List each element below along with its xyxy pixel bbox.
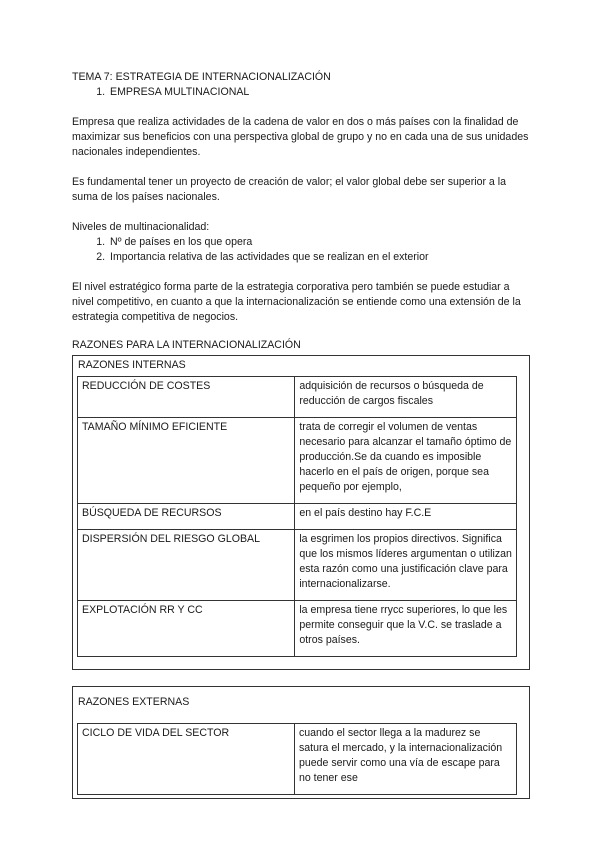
reason-value: adquisición de recursos o búsqueda de reducción de cargos fiscales: [295, 377, 517, 418]
reason-value: la empresa tiene rrycc superiores, lo que les permite conseguir que la V.C. se traslade a otros países.: [295, 601, 517, 657]
internal-reasons-title: RAZONES INTERNAS: [78, 359, 186, 371]
internal-reasons-box: [72, 355, 530, 670]
document-title: TEMA 7: ESTRATEGIA DE INTERNACIONALIZACIÓN: [72, 71, 331, 83]
reason-key: DISPERSIÓN DEL RIESGO GLOBAL: [78, 530, 295, 601]
reason-key: BÚSQUEDA DE RECURSOS: [78, 504, 295, 530]
table-row: [78, 530, 517, 601]
table-row: [78, 724, 517, 795]
reason-value: trata de corregir el volumen de ventas necesario para alcanzar el tamaño óptimo de producción.Se da cuando es imposible hacerlo en el país de origen, porque sea pequeño por ejemplo,: [295, 418, 517, 504]
levels-item: 1. Nº de países en los que opera: [108, 235, 530, 250]
document-page: [72, 70, 530, 815]
definition-paragraph: Empresa que realiza actividades de la cadena de valor en dos o más países con la finalidad de maximizar sus beneficios con una perspectiva global de grupo y no en cada una de sus unidades nacionales independientes.: [72, 116, 529, 158]
reason-value: cuando el sector llega a la madurez se satura el mercado, y la internacionalización puede servir como una vía de escape para no tener ese: [294, 724, 516, 795]
reason-key: CICLO DE VIDA DEL SECTOR: [78, 724, 295, 795]
strategic-paragraph: El nivel estratégico forma parte de la estrategia corporativa pero también se puede estudiar a nivel competitivo, en cuanto a que la internacionalización se entiende como una extensión de la estrategia competitiva de negocios.: [72, 281, 521, 323]
external-reasons-box: [72, 686, 530, 799]
levels-list: [72, 235, 530, 265]
table-row: [78, 504, 517, 530]
reason-value: la esgrimen los propios directivos. Significa que los mismos líderes argumentan o utilizan esta razón como una justificación clave para internacionalizarse.: [295, 530, 517, 601]
internal-reasons-table: [77, 376, 517, 657]
reasons-title: RAZONES PARA LA INTERNACIONALIZACIÓN: [72, 339, 301, 351]
value-paragraph: Es fundamental tener un proyecto de creación de valor; el valor global debe ser superior a la suma de los países nacionales.: [72, 176, 507, 203]
reason-value: en el país destino hay F.C.E: [295, 504, 517, 530]
table-row: [78, 377, 517, 418]
reason-key: TAMAÑO MÍNIMO EFICIENTE: [78, 418, 295, 504]
external-reasons-title: RAZONES EXTERNAS: [78, 696, 190, 708]
reason-key: EXPLOTACIÓN RR Y CC: [78, 601, 295, 657]
table-row: [78, 418, 517, 504]
levels-intro: Niveles de multinacionalidad:: [72, 221, 210, 233]
external-reasons-table: [77, 723, 517, 795]
reason-key: REDUCCIÓN DE COSTES: [78, 377, 295, 418]
heading-item: 1. EMPRESA MULTINACIONAL: [108, 85, 530, 100]
levels-item: 2. Importancia relativa de las actividades que se realizan en el exterior: [108, 250, 530, 265]
heading-list: [72, 85, 530, 100]
table-row: [78, 601, 517, 657]
